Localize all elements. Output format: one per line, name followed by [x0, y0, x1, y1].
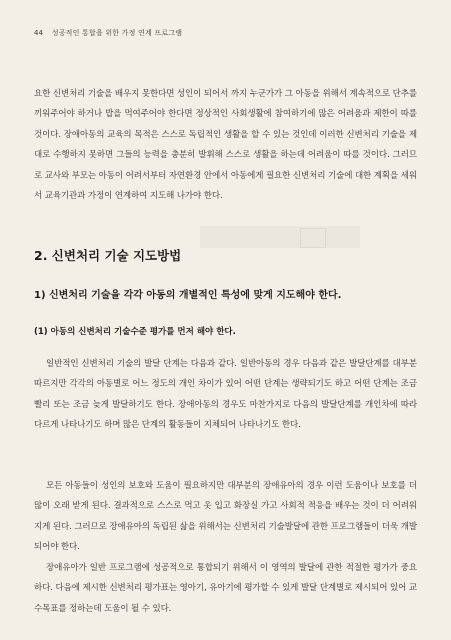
- section-heading: 2. 신변처리 기술 지도방법: [34, 248, 182, 263]
- running-title: 성공적인 통합을 위한 가정 연계 프로그램: [51, 29, 183, 37]
- running-header: [34, 28, 182, 38]
- subsection-heading: 1) 신변처리 기술을 각각 아동의 개별적인 특성에 맞게 지도해야 한다.: [34, 290, 342, 301]
- body-paragraph-3: 모든 아동들이 성인의 보호와 도움이 필요하지만 대부분의 장애유아의 경우 이런 도움이나 보호를 더 많이 오래 받게 된다. 결과적으로 스스로 먹고 옷 입고 화장실 가고 사회적 적응을 배우는 것이 더 어려워지게 된다. 그러므로 장애유아의 독립된 삶을 위해서는 신변처리 기술발달에 관한 프로그램들이 더욱 개발되어야 한다.: [34, 481, 417, 553]
- bleed-through-box: [300, 228, 326, 248]
- page-number: 44: [34, 29, 44, 37]
- body-paragraph-4: 장애유아가 일반 프로그램에 성공적으로 통합되기 위해서 이 영역의 발달에 관한 적절한 평가가 중요하다. 다음에 제시한 신변처리 평가표는 영아기, 유아기에 평가할 수 있게 발달 단계별로 제시되어 있어 교수목표를 정하는데 도움이 될 수 있다.: [34, 563, 417, 614]
- body-paragraph-1: 요한 신변처리 기술을 배우지 못한다면 성인이 되어서 까지 누군가가 그 아동을 위해서 계속적으로 단추를 끼워주어야 하거나 밥을 먹여주어야 한다면 정상적인 사회생활에 참여하기에 많은 어려움과 제한이 따를 것이다. 장애아동의 교육의 목적은 스스로 독립적인 생활을 할 수 있는 것인데 이러한 신변처리 기술을 제대로 수행하지 못하면 그들의 능력을 충분히 발휘해 스스로 생활을 하는데 어려움이 따를 것이다. 그러므로 교사와 부모는 아동이 어려서부터 자연환경 안에서 아동에게 필요한 신변처리 기술에 대한 계획을 세워서 교육기관과 가정이 연계하여 지도해 나가야 한다.: [34, 89, 417, 202]
- bleed-through-shadow: [200, 226, 360, 248]
- body-paragraph-2: 일반적인 신변처리 기술의 발달 단계는 다음과 같다. 일반아동의 경우 다음과 같은 발달단계를 대부분 따르지만 각각의 아동별로 어느 정도의 개인 차이가 있어 어떤 단계는 생략되기도 하고 어떤 단계는 조금 빨리 또는 조금 늦게 발달하기도 한다. 장애아동의 경우도 마찬가지로 다음의 발달단계를 개인차에 따라 다르게 나타나기도 하며 많은 단계의 활동들이 지체되어 나타나기도 한다.: [34, 359, 417, 431]
- subsubsection-heading: (1) 아동의 신변처리 기술수준 평가를 먼저 해야 한다.: [34, 327, 236, 337]
